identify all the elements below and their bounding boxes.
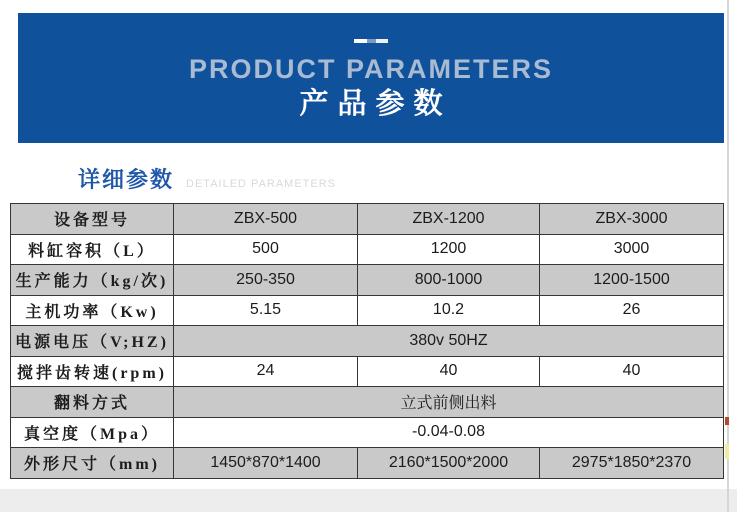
dash-icon: [354, 39, 388, 43]
param-label-cell: 生产能力（kg/次): [11, 265, 174, 296]
model-header-cell: ZBX-3000: [540, 204, 724, 235]
param-value-cell: 40: [540, 356, 724, 387]
section-heading-en: DETAILED PARAMETERS: [186, 178, 337, 190]
page-edge-line: [727, 0, 729, 512]
param-value-cell: 800-1000: [358, 265, 540, 296]
param-label-cell: 真空度（Mpa）: [11, 417, 174, 448]
param-label-cell: 料缸容积（L）: [11, 234, 174, 265]
param-value-cell: 24: [174, 356, 358, 387]
banner-title-zh: 产品参数: [299, 88, 452, 120]
param-value-cell: 10.2: [358, 295, 540, 326]
section-heading: [78, 163, 336, 194]
table-row: [11, 295, 724, 326]
param-value-cell: 1200-1500: [540, 265, 724, 296]
param-label-cell: 翻料方式: [11, 387, 174, 418]
model-header-cell: ZBX-500: [174, 204, 358, 235]
param-label-cell: 电源电压（V;HZ): [11, 326, 174, 357]
param-value-cell: 26: [540, 295, 724, 326]
table-row: [11, 234, 724, 265]
param-value-cell: 250-350: [174, 265, 358, 296]
param-value-cell: 2975*1850*2370: [540, 448, 724, 479]
table-row: [11, 417, 724, 448]
table-row: [11, 356, 724, 387]
param-value-cell: 5.15: [174, 295, 358, 326]
model-header-cell: ZBX-1200: [358, 204, 540, 235]
param-value-span-cell: -0.04-0.08: [174, 417, 724, 448]
param-value-span-cell: 立式前侧出料: [174, 387, 724, 418]
table-row: [11, 387, 724, 418]
param-label-cell: 搅拌齿转速(rpm): [11, 356, 174, 387]
edge-marker-yellow: [725, 444, 729, 459]
param-value-cell: 500: [174, 234, 358, 265]
section-heading-zh: 详细参数: [78, 167, 175, 192]
table-row: [11, 265, 724, 296]
param-value-cell: 40: [358, 356, 540, 387]
param-value-cell: 2160*1500*2000: [358, 448, 540, 479]
page-bottom-strip: [0, 489, 737, 512]
param-value-cell: 1200: [358, 234, 540, 265]
parameters-table: [10, 203, 724, 479]
param-value-cell: 3000: [540, 234, 724, 265]
table-row: [11, 448, 724, 479]
param-label-cell: 主机功率（Kw): [11, 295, 174, 326]
table-row: [11, 326, 724, 357]
header-label-cell: 设备型号: [11, 204, 174, 235]
edge-marker-red: [725, 417, 729, 425]
table-header-row: [11, 204, 724, 235]
param-value-cell: 1450*870*1400: [174, 448, 358, 479]
banner: [18, 13, 724, 143]
banner-title-en: PRODUCT PARAMETERS: [188, 54, 553, 84]
param-label-cell: 外形尺寸（mm): [11, 448, 174, 479]
param-value-span-cell: 380v 50HZ: [174, 326, 724, 357]
